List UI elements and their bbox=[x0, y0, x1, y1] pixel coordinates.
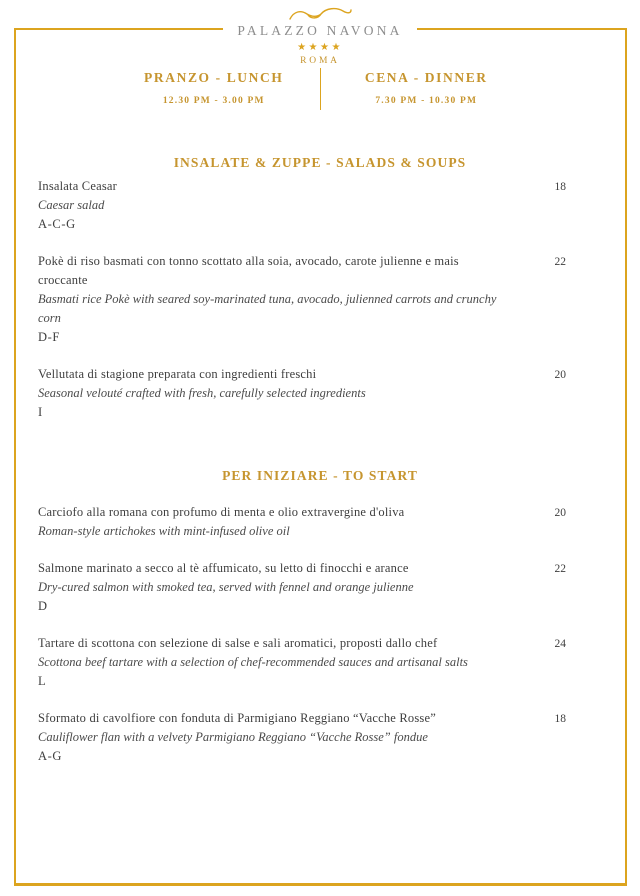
item-price: 20 bbox=[554, 369, 566, 381]
item-price: 22 bbox=[554, 256, 566, 268]
lunch-time: 12.30 PM - 3.00 PM bbox=[162, 96, 265, 106]
brand-header bbox=[0, 5, 640, 67]
brand-name: PALAZZO NAVONA bbox=[223, 23, 416, 38]
menu-item bbox=[38, 365, 566, 422]
menu-sections bbox=[0, 155, 640, 766]
star-rating: ★★★★ bbox=[297, 42, 343, 53]
item-allergens: A-G bbox=[38, 749, 63, 763]
menu-item bbox=[38, 177, 566, 234]
item-translation: Basmati rice Pokè with seared soy-marinated tuna, avocado, julienned carrots and crunchy corn bbox=[38, 292, 497, 325]
service-hours bbox=[108, 70, 532, 110]
item-price: 22 bbox=[554, 563, 566, 575]
section-items bbox=[0, 177, 640, 422]
section-title: INSALATE & ZUPPE - SALADS & SOUPS bbox=[173, 155, 467, 170]
lunch-hours bbox=[108, 70, 320, 107]
menu-item bbox=[38, 709, 566, 766]
item-translation: Roman-style artichokes with mint-infused olive oil bbox=[38, 524, 290, 538]
item-price: 20 bbox=[554, 507, 566, 519]
menu-item bbox=[38, 559, 566, 616]
menu-section bbox=[0, 155, 640, 422]
flourish-ornament-icon bbox=[284, 5, 356, 25]
item-translation: Scottona beef tartare with a selection of chef-recommended sauces and artisanal salts bbox=[38, 655, 468, 669]
item-name: Insalata Ceasar bbox=[38, 179, 118, 193]
item-name: Salmone marinato a secco al tè affumicato, su letto di finocchi e arance bbox=[38, 561, 409, 575]
item-price: 24 bbox=[554, 638, 566, 650]
item-name: Tartare di scottona con selezione di salse e sali aromatici, proposti dallo chef bbox=[38, 636, 438, 650]
item-allergens: I bbox=[38, 405, 43, 419]
section-items bbox=[0, 503, 640, 766]
item-translation: Dry-cured salmon with smoked tea, served with fennel and orange julienne bbox=[38, 580, 414, 594]
item-translation: Seasonal velouté crafted with fresh, carefully selected ingredients bbox=[38, 386, 366, 400]
menu-item bbox=[38, 634, 566, 691]
item-name: Vellutata di stagione preparata con ingredienti freschi bbox=[38, 367, 317, 381]
item-allergens: A-C-G bbox=[38, 217, 76, 231]
item-price: 18 bbox=[554, 181, 566, 193]
item-allergens: D bbox=[38, 599, 48, 613]
menu-content bbox=[0, 64, 640, 784]
dinner-hours bbox=[321, 70, 533, 107]
menu-section bbox=[0, 468, 640, 766]
item-allergens: L bbox=[38, 674, 47, 688]
dinner-time: 7.30 PM - 10.30 PM bbox=[375, 96, 478, 106]
item-name: Sformato di cavolfiore con fonduta di Parmigiano Reggiano “Vacche Rosse” bbox=[38, 711, 436, 725]
item-translation: Caesar salad bbox=[38, 198, 105, 212]
item-translation: Cauliflower flan with a velvety Parmigiano Reggiano “Vacche Rosse” fondue bbox=[38, 730, 428, 744]
dinner-title: CENA - DINNER bbox=[364, 70, 488, 85]
menu-item bbox=[38, 252, 566, 347]
item-allergens: D-F bbox=[38, 330, 60, 344]
lunch-title: PRANZO - LUNCH bbox=[144, 70, 284, 85]
brand-city: ROMA bbox=[300, 56, 340, 66]
item-name: Pokè di riso basmati con tonno scottato alla soia, avocado, carote julienne e mais croccante bbox=[38, 254, 459, 287]
item-price: 18 bbox=[554, 713, 566, 725]
section-title: PER INIZIARE - TO START bbox=[222, 468, 418, 483]
menu-item bbox=[38, 503, 566, 541]
item-name: Carciofo alla romana con profumo di menta e olio extravergine d'oliva bbox=[38, 505, 405, 519]
